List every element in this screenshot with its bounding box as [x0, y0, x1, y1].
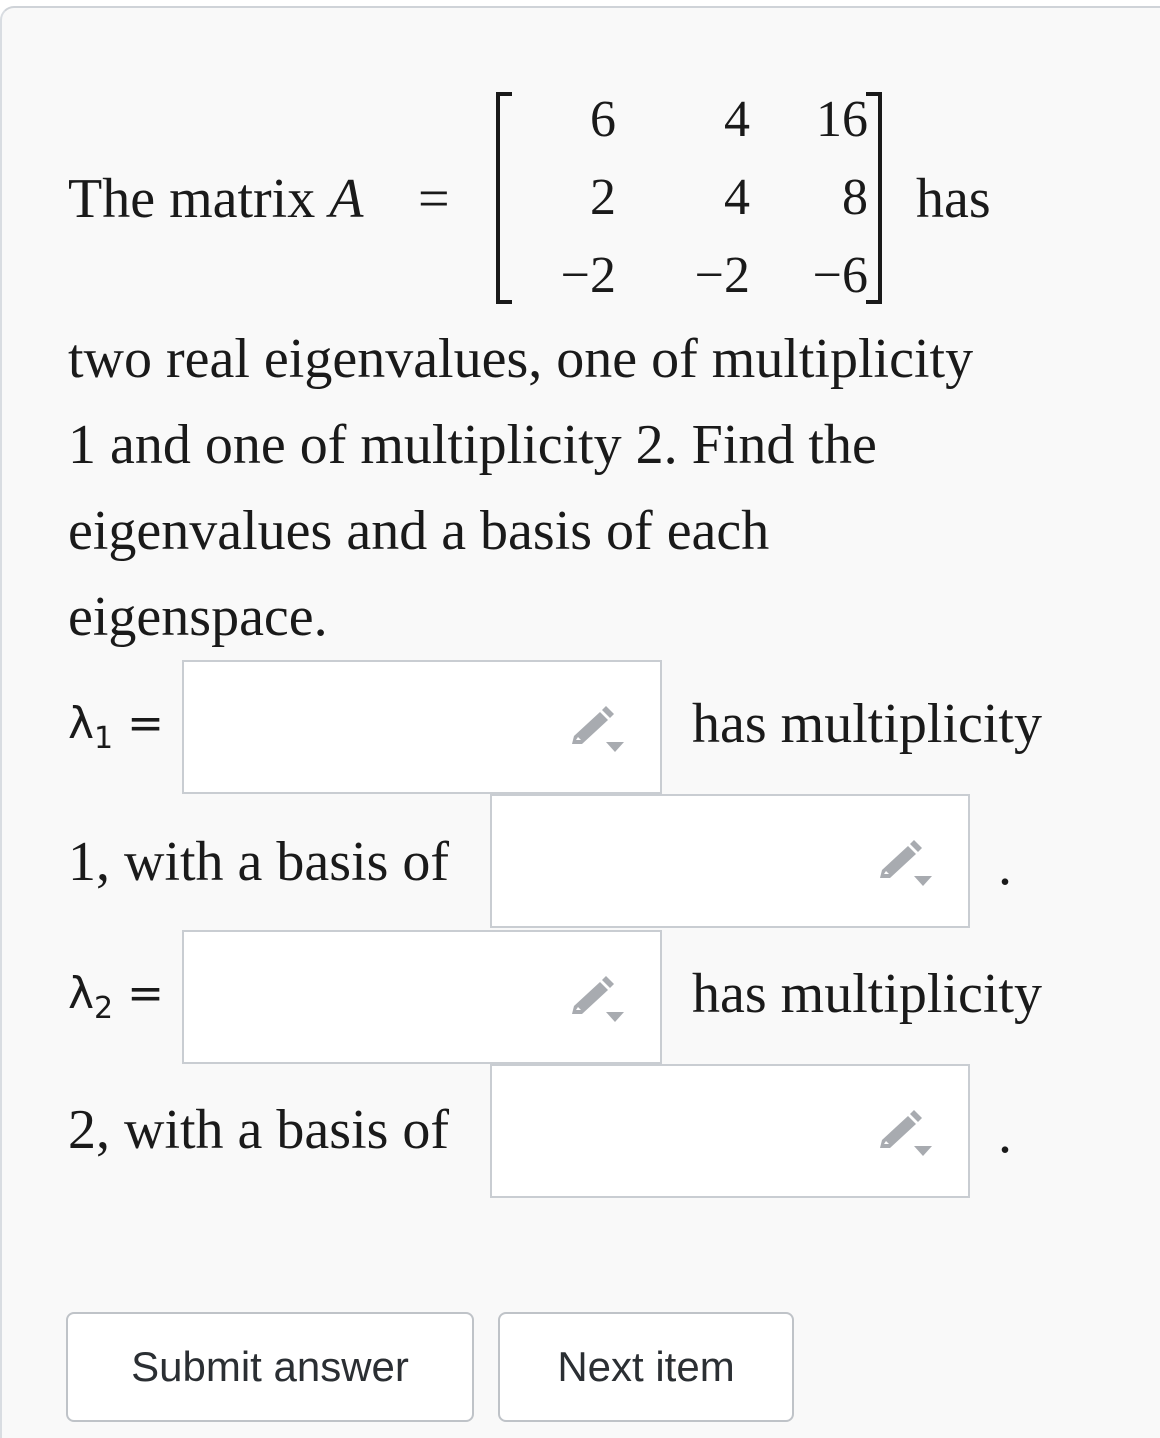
equals-sign: = [418, 168, 450, 230]
matrix-cell: 16 [816, 91, 868, 148]
lambda2-input[interactable] [182, 930, 662, 1064]
pencil-dropdown-icon[interactable] [874, 840, 934, 890]
matrix-cell: −6 [812, 247, 868, 304]
problem-line: two real eigenvalues, one of multiplicity [68, 328, 974, 390]
pencil-dropdown-icon[interactable] [874, 1110, 934, 1160]
basis2-label: 2, with a basis of [68, 1099, 450, 1161]
matrix-cell: 4 [724, 169, 750, 226]
right-bracket [866, 92, 882, 304]
problem-line: eigenvalues and a basis of each [68, 500, 770, 562]
pencil-dropdown-icon[interactable] [566, 976, 626, 1026]
question-card [0, 6, 1160, 1438]
lambda1-input[interactable] [182, 660, 662, 794]
has-multiplicity-1: has multiplicity [692, 693, 1042, 755]
period: . [998, 1103, 1012, 1165]
basis1-label: 1, with a basis of [68, 831, 450, 893]
matrix-line [68, 80, 1078, 316]
has-text: has [916, 168, 991, 230]
problem-statement [68, 80, 1078, 660]
matrix-cell: −2 [560, 247, 616, 304]
pencil-dropdown-icon[interactable] [566, 706, 626, 756]
period: . [998, 835, 1012, 897]
matrix-A [496, 84, 882, 310]
matrix-cell: 4 [724, 91, 750, 148]
problem-line: 1 and one of multiplicity 2. Find the [68, 414, 877, 476]
problem-line: eigenspace. [68, 586, 328, 648]
submit-answer-button[interactable]: Submit answer [66, 1312, 474, 1422]
has-multiplicity-2: has multiplicity [692, 963, 1042, 1025]
matrix-cell: 8 [842, 169, 868, 226]
next-item-button[interactable]: Next item [498, 1312, 794, 1422]
lambda2-label: $\lambda_2$ = [68, 968, 165, 1026]
matrix-cell: 6 [590, 91, 616, 148]
basis2-input[interactable] [490, 1064, 970, 1198]
lambda1-label: $\lambda_1$ = [68, 698, 165, 756]
intro-text: The matrix A [68, 168, 364, 230]
matrix-cell: 2 [590, 169, 616, 226]
matrix-cell: −2 [694, 247, 750, 304]
basis1-input[interactable] [490, 794, 970, 928]
